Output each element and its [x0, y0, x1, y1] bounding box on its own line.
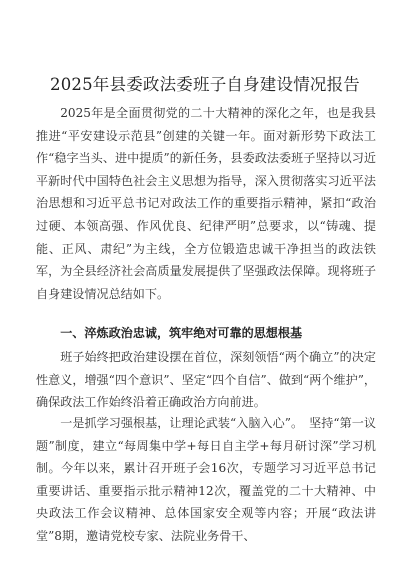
section-heading: 一、淬炼政治忠诚，筑牢绝对可靠的思想根基 [60, 326, 303, 340]
document-title: 2025年县委政法委班子自身建设情况报告 [50, 75, 360, 94]
section-paragraph [36, 412, 376, 548]
intro-paragraph [36, 102, 376, 301]
section-paragraph [36, 346, 376, 414]
section-paragraph-text: 一是抓学习强根基，让理论武装“入脑入心”。 坚持“第一议题”制度，建立“每周集中学+每日自主学+每月研讨深”学习机制。今年以来，累计召开班子会16次，专题学习习近平总书记重要讲话、重要指示批示精神12次，覆盖党的二十大精神、中央政法工作会议精神、总体国家安全观等内容；开展“政法讲堂”8期，邀请党校专家、法院业务骨干、 [36, 416, 376, 543]
intro-text: 2025年是全面贯彻党的二十大精神的深化之年，也是我县推进“平安建设示范县”创建的关键一年。面对新形势下政法工作“稳字当头、进中提质”的新任务，县委政法委班子坚持以习近平新时代中国特色社会主义思想为指导，深入贯彻落实习近平法治思想和习近平总书记对政法工作的重要指示精神，紧扣“政治过硬、本领高强、作风优良、纪律严明”总要求，以“铸魂、提能、正风、肃纪”为主线，全方位锻造忠诚干净担当的政法铁军，为全县经济社会高质量发展提供了坚强政法保障。现将班子自身建设情况总结如下。 [36, 106, 376, 301]
section-paragraph-text: 班子始终把政治建设摆在首位，深刻领悟“两个确立”的决定性意义，增强“四个意识”、坚定“四个自信”、做到“两个维护”，确保政法工作始终沿着正确政治方向前进。 [36, 350, 376, 410]
